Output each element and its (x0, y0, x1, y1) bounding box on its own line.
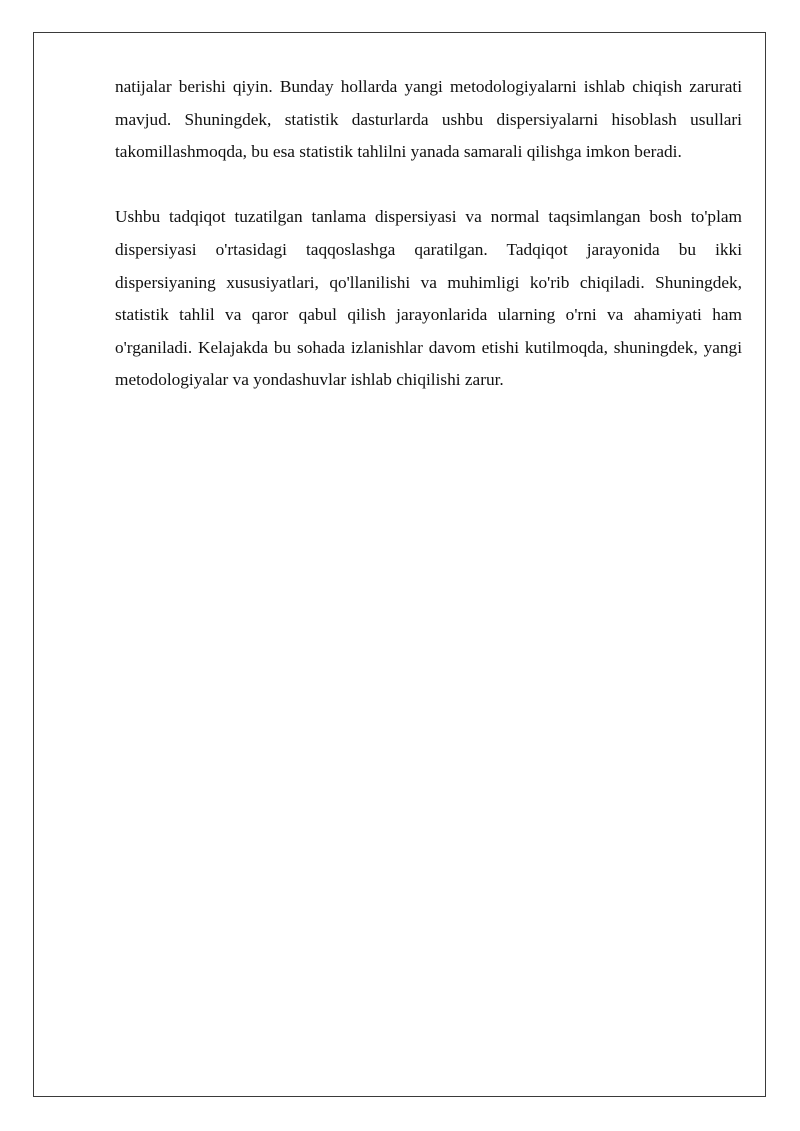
paragraph-1: natijalar berishi qiyin. Bunday hollarda yangi metodologiyalarni ishlab chiqish zarurati mavjud. Shuningdek, statistik dasturlarda ushbu dispersiyalarni hisoblash usullari takomillashmoqda, bu esa statistik tahlilni yanada samarali qilishga imkon beradi. (115, 77, 742, 162)
document-body (115, 71, 742, 397)
paragraph-2: Ushbu tadqiqot tuzatilgan tanlama dispersiyasi va normal taqsimlangan bosh to'plam dispersiyasi o'rtasidagi taqqoslashga qaratilgan. Tadqiqot jarayonida bu ikki dispersiyaning xususiyatlari, qo'llanilishi va muhimligi ko'rib chiqiladi. Shuningdek, statistik tahlil va qaror qabul qilish jarayonlarida ularning o'rni va ahamiyati ham o'rganiladi. Kelajakda bu sohada izlanishlar davom etishi kutilmoqda, shuningdek, yangi metodologiyalar va yondashuvlar ishlab chiqilishi zarur. (115, 207, 742, 390)
